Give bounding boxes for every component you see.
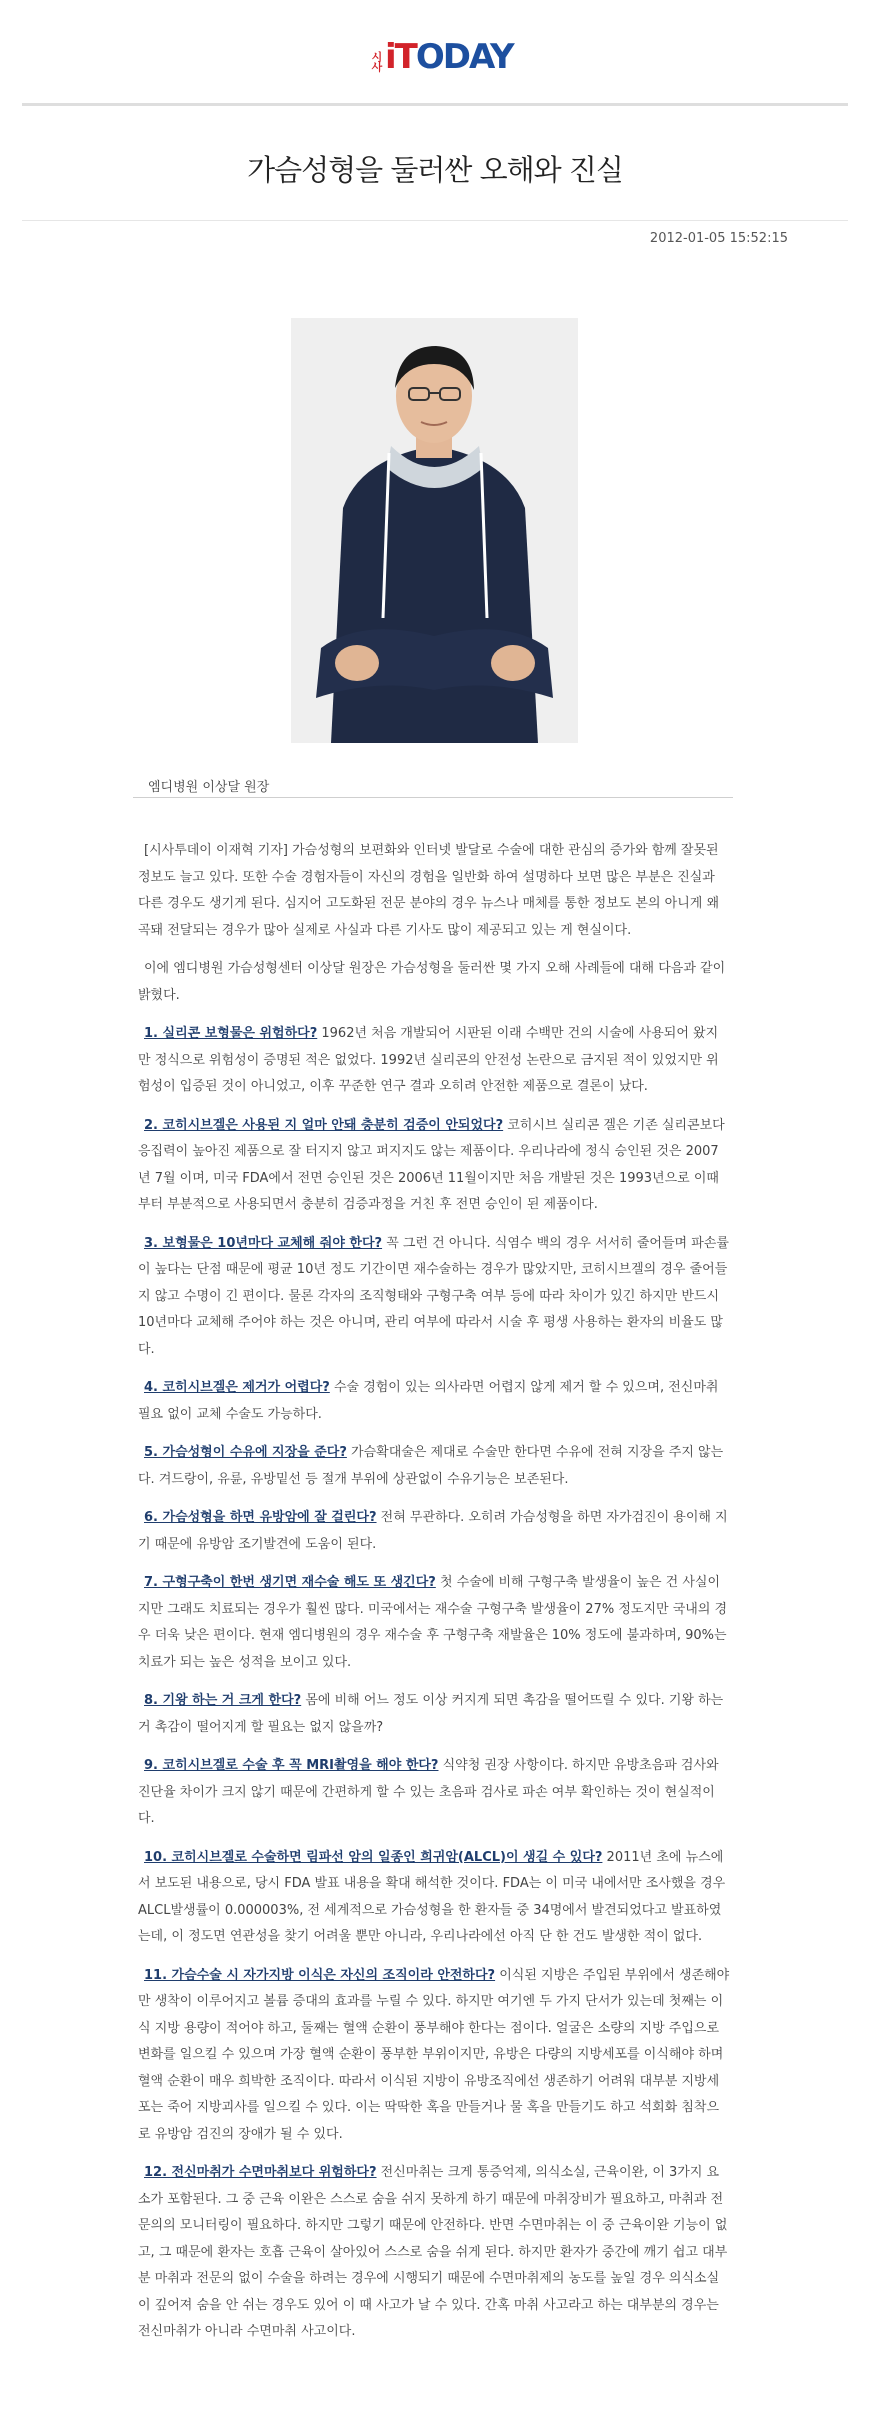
myth-question: 7. 구형구축이 한번 생기면 재수술 해도 또 생긴다? xyxy=(144,1575,436,1590)
myth-question: 5. 가슴성형이 수유에 지장을 준다? xyxy=(144,1445,347,1460)
myth-item xyxy=(138,1845,730,1951)
itoday-logo[interactable] xyxy=(368,32,513,77)
myth-list xyxy=(138,1021,730,2346)
logo-it: iT xyxy=(385,37,416,77)
myth-question: 4. 코히시브겔은 제거가 어렵다? xyxy=(144,1380,330,1395)
article-title: 가슴성형을 둘러싼 오해와 진실 xyxy=(247,153,623,187)
myth-answer: 첫 수술에 비해 구형구축 발생율이 높은 건 사실이지만 그래도 치료되는 경우가 훨씬 많다. 미국에서는 재수술 구형구축 발생율이 27% 정도지만 국내의 경우 더욱 낮은 편이다. 현재 엠디병원의 경우 재수술 후 구형구축 재발율은 10% 정도에 불과하며, 90%는 치료가 되는 높은 성적을 보이고 있다. xyxy=(138,1575,728,1670)
myth-answer: 전신마취는 크게 통증억제, 의식소실, 근육이완, 이 3가지 요소가 포함된다. 그 중 근육 이완은 스스로 숨을 쉬지 못하게 하기 때문에 마취장비가 필요하고, 마취과 전문의의 모니터링이 필요하다. 하지만 그렇기 때문에 안전하다. 반면 수면마취는 이 중 근육이완 기능이 없고, 그 때문에 환자는 호흡 근육이 살아있어 스스로 숨을 쉬게 된다. 하지만 환자가 중간에 깨기 쉽고 대부분 마취과 전문의 없이 수술을 하려는 경우에 시행되기 때문에 수면마취제의 농도를 높일 경우 의식소실이 깊어져 숨을 안 쉬는 경우도 있어 이 때 사고가 날 수 있다. 간혹 마취 사고라고 하는 대부분의 경우는 전신마취가 아니라 수면마취 사고이다. xyxy=(138,2165,728,2339)
myth-item xyxy=(138,1570,730,1676)
myth-question: 8. 기왕 하는 거 크게 한다? xyxy=(144,1693,302,1708)
myth-question: 9. 코히시브겔로 수술 후 꼭 MRI촬영을 해야 한다? xyxy=(144,1758,439,1773)
title-divider xyxy=(22,220,848,221)
logo-sisa: 시사 xyxy=(370,51,383,71)
myth-answer: 이식된 지방은 주입된 부위에서 생존해야만 생착이 이루어지고 볼륨 증대의 효과를 누릴 수 있다. 하지만 여기엔 두 가지 단서가 있는데 첫째는 이식 지방 용량이 적어야 하고, 둘째는 혈액 순환이 풍부해야 한다는 점이다. 얼굴은 소량의 지방 주입으로 변화를 일으킬 수 있으며 가장 혈액 순환이 풍부한 부위이지만, 유방은 다량의 지방세포를 이식해야 하며 혈액 순환이 매우 희박한 조직이다. 따라서 이식된 지방이 유방조직에선 생존하기 어려워 대부분 지방세포는 죽어 지방괴사를 일으킬 수 있다. 이는 딱딱한 혹을 만들거나 물 혹을 만들기도 하고 석회화 침착으로 유방암 검진의 장애가 될 수 있다. xyxy=(138,1967,730,2142)
myth-answer: 수술 경험이 있는 의사라면 어렵지 않게 제거 할 수 있으며, 전신마취 필요 없이 교체 수술도 가능하다. xyxy=(138,1380,719,1422)
myth-item xyxy=(138,1505,730,1558)
myth-answer: 꼭 그런 건 아니다. 식염수 백의 경우 서서히 줄어들며 파손률이 높다는 단점 때문에 평균 10년 정도 기간이면 재수술하는 경우가 많았지만, 코히시브겔의 경우 줄어들지 않고 수명이 긴 편이다. 물론 각자의 조직형태와 구형구축 여부 등에 따라 차이가 있긴 하지만 반드시 10년마다 교체해 주어야 하는 것은 아니며, 관리 여부에 따라서 시술 후 평생 사용하는 환자의 비율도 많다. xyxy=(138,1235,729,1357)
caption-divider xyxy=(133,797,733,798)
myth-item xyxy=(138,1113,730,1219)
doctor-photo-illustration xyxy=(291,318,578,743)
myth-question: 12. 전신마취가 수면마취보다 위험하다? xyxy=(144,2165,377,2180)
intro-paragraph: 이에 엠디병원 가슴성형센터 이상달 원장은 가슴성형을 둘러싼 몇 가지 오해 사례들에 대해 다음과 같이 밝혔다. xyxy=(138,961,726,1003)
myth-item xyxy=(138,2160,730,2346)
myth-answer: 1962년 처음 개발되어 시판된 이래 수백만 건의 시술에 사용되어 왔지만 정식으로 위험성이 증명된 적은 없었다. 1992년 실리콘의 안전성 논란으로 금지된 적이 있었지만 위험성이 입증된 것이 아니었고, 이후 꾸준한 연구 결과 오히려 안전한 제품으로 결론이 났다. xyxy=(138,1026,719,1094)
myth-question: 3. 보형물은 10년마다 교체해 줘야 한다? xyxy=(144,1235,383,1251)
lead-paragraph: [시사투데이 이재혁 기자] 가슴성형의 보편화와 인터넷 발달로 수술에 대한 관심의 증가와 함께 잘못된 정보도 늘고 있다. 또한 수술 경험자들이 자신의 경험을 일반화 하여 설명하다 보면 많은 부분은 진실과 다른 경우도 생기게 된다. 심지어 고도화된 전문 분야의 경우 뉴스나 매체를 통한 정보도 본의 아니게 왜곡돼 전달되는 경우가 많아 실제로 사실과 다른 기사도 많이 제공되고 있는 게 현실이다. xyxy=(138,843,719,938)
myth-question: 2. 코히시브겔은 사용된 지 얼마 안돼 충분히 검증이 안되었다? xyxy=(144,1117,504,1133)
myth-question: 6. 가슴성형을 하면 유방암에 잘 걸린다? xyxy=(144,1510,377,1525)
article-body xyxy=(138,838,730,2358)
myth-item xyxy=(138,1375,730,1428)
myth-item xyxy=(138,1440,730,1493)
doctor-photo xyxy=(291,318,578,743)
myth-answer: 가슴확대술은 제대로 수술만 한다면 수유에 전혀 지장을 주지 않는다. 겨드랑이, 유륜, 유방밑선 등 절개 부위에 상관없이 수유기능은 보존된다. xyxy=(138,1445,724,1487)
myth-item xyxy=(138,1231,730,1364)
myth-answer: 전혀 무관하다. 오히려 가슴성형을 하면 자가검진이 용이해 지기 때문에 유방암 조기발견에 도움이 된다. xyxy=(138,1510,728,1552)
myth-answer: 2011년 초에 뉴스에서 보도된 내용으로, 당시 FDA 발표 내용을 확대 해석한 것이다. FDA는 이 미국 내에서만 조사했을 경우 ALCL발생률이 0.000003%, 전 세계적으로 가슴성형을 한 환자들 중 34명에서 발견되었다고 발표하였는데, 이 정도면 연관성을 찾기 어려울 뿐만 아니라, 우리나라에선 아직 단 한 건도 발생한 적이 없다. xyxy=(138,1849,726,1944)
myth-item xyxy=(138,1688,730,1741)
photo-caption: 엠디병원 이상달 원장 xyxy=(148,780,270,795)
logo-oday: ODAY xyxy=(415,37,513,77)
header-divider xyxy=(22,103,848,106)
article-date: 2012-01-05 15:52:15 xyxy=(649,231,788,246)
myth-question: 11. 가슴수술 시 자가지방 이식은 자신의 조직이라 안전하다? xyxy=(144,1967,496,1983)
myth-item xyxy=(138,1753,730,1833)
myth-answer: 코히시브 실리콘 겔은 기존 실리콘보다 응집력이 높아진 제품으로 잘 터지지 않고 퍼지지도 않는 제품이다. 우리나라에 정식 승인된 것은 2007년 7월 이며, 미국 FDA에서 전면 승인된 것은 2006년 11월이지만 처음 개발된 것은 1993년으로 이때부터 부분적으로 사용되면서 충분히 검증과정을 거친 후 전면 승인이 된 제품이다. xyxy=(138,1117,725,1212)
myth-question: 10. 코히시브겔로 수술하면 림파선 암의 일종인 희귀암(ALCL)이 생길 수 있다? xyxy=(144,1849,603,1865)
myth-answer: 식약청 권장 사항이다. 하지만 유방초음파 검사와 진단율 차이가 크지 않기 때문에 간편하게 할 수 있는 초음파 검사로 파손 여부 확인하는 것이 현실적이다. xyxy=(138,1758,719,1826)
myth-item xyxy=(138,1021,730,1101)
myth-answer: 몸에 비해 어느 정도 이상 커지게 되면 촉감을 떨어뜨릴 수 있다. 기왕 하는 거 촉감이 떨어지게 할 필요는 없지 않을까? xyxy=(138,1693,724,1735)
myth-item xyxy=(138,1963,730,2149)
myth-question: 1. 실리콘 보형물은 위험하다? xyxy=(144,1026,318,1041)
